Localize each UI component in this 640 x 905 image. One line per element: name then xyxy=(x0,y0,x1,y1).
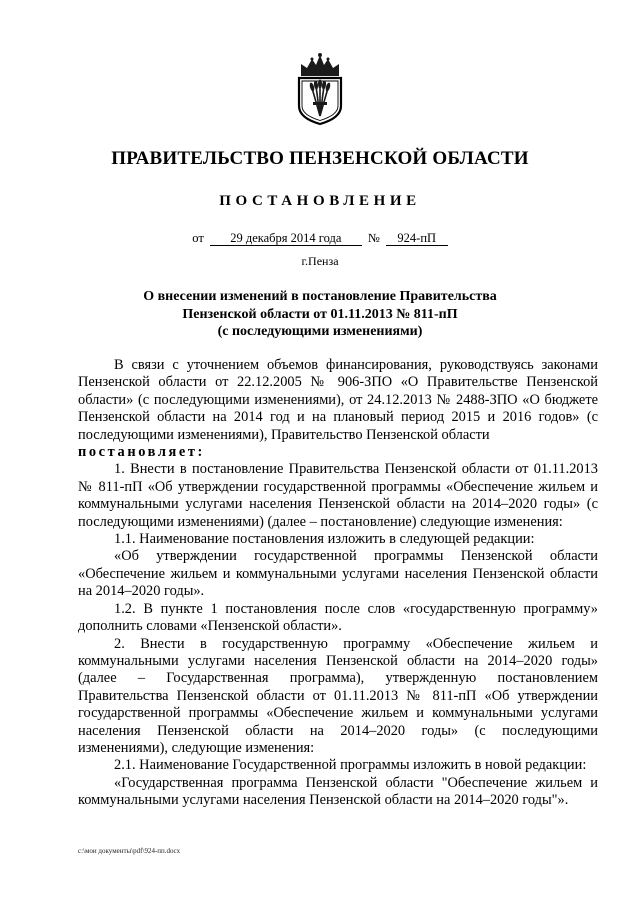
paragraph-item-1: 1. Внести в постановление Правительства Пензенской области от 01.11.2013 № 811-пП «Об утверждении государственной программы «Обеспечение жильем и коммунальными услугами населения Пензенской области на 2014–2020 годы» (с последующими изменениями) (далее – постановление) следующие изменения: xyxy=(78,461,598,530)
paragraph-item-2-1-text: «Государственная программа Пензенской области "Обеспечение жильем и коммунальными услугами населения Пензенской области на 2014–2020 годы"». xyxy=(78,774,598,809)
date-number-line xyxy=(0,231,640,246)
file-path-footer: c:\мои документы\pdf\924-пп.docx xyxy=(78,847,181,855)
decree-keyword-line xyxy=(78,444,598,461)
paragraph-item-1-1-text: «Об утверждении государственной программы Пензенской области «Обеспечение жильем и коммунальными услугами населения Пензенской области на 2014–2020 годы». xyxy=(78,548,598,600)
paragraph-item-1-2: 1.2. В пункте 1 постановления после слов «государственную программу» дополнить словами «Пензенской области». xyxy=(78,600,598,635)
document-body xyxy=(78,357,598,810)
paragraph-item-2: 2. Внести в государственную программу «Обеспечение жильем и коммунальными услугами населения Пензенской области на 2014–2020 годы» (далее – Государственная программа), утвержденную постановлением Правительства Пензенской области от 01.11.2013 № 811-пП «Об утверждении государственной программы «Обеспечение жильем и коммунальными услугами населения Пензенской области на 2014–2020 годы» (с последующими изменениями), следующие изменения: xyxy=(78,635,598,756)
subject-line-3: (с последующими изменениями) xyxy=(217,324,423,339)
city-label: г.Пенза xyxy=(301,254,339,268)
paragraph-preamble: В связи с уточнением объемов финансирования, руководствуясь законами Пензенской области от 22.12.2005 № 906-ЗПО «О Правительстве Пензенской области» (с последующими изменениями), от 24.12.2013 № 2488-ЗПО «О бюджете Пензенской области на 2014 год и на плановый период 2015 и 2016 годов» (с последующими изменениями), Правительство Пензенской области xyxy=(78,357,598,443)
document-number: 924-пП xyxy=(386,231,448,246)
number-sign: № xyxy=(367,231,380,245)
subject-line-2: Пензенской области от 01.11.2013 № 811-пП xyxy=(182,306,458,322)
document-date: 29 декабря 2014 года xyxy=(210,231,362,246)
paragraph-item-1-1: 1.1. Наименование постановления изложить в следующей редакции: xyxy=(114,531,535,548)
document-type-heading: ПОСТАНОВЛЕНИЕ xyxy=(219,193,421,209)
date-prefix: от xyxy=(192,231,204,245)
subject-line-1: О внесении изменений в постановление Правительства xyxy=(143,289,497,304)
decree-keyword: постановляет: xyxy=(78,444,205,461)
paragraph-item-2-1: 2.1. Наименование Государственной программы изложить в новой редакции: xyxy=(114,757,587,774)
penza-coat-of-arms-icon xyxy=(292,52,348,126)
document-subject xyxy=(90,288,550,341)
government-title: ПРАВИТЕЛЬСТВО ПЕНЗЕНСКОЙ ОБЛАСТИ xyxy=(111,148,529,169)
